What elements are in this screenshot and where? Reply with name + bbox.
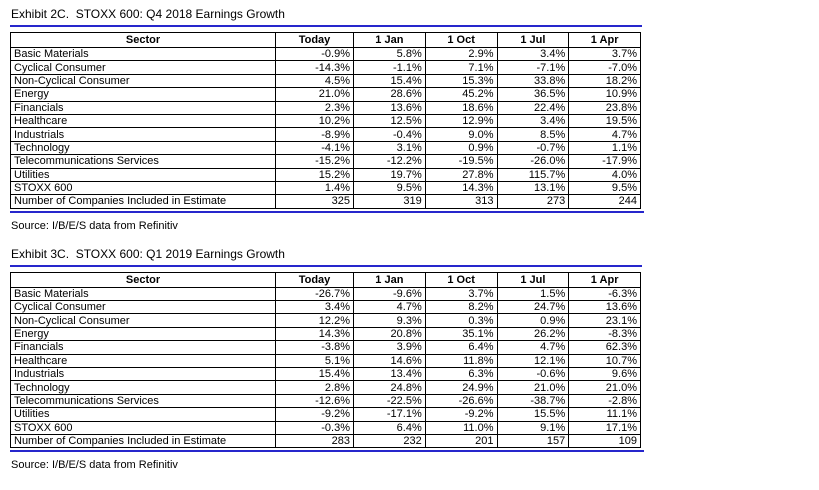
sector-name: Utilities — [11, 168, 276, 181]
value-cell: 0.3% — [425, 314, 497, 327]
table-row — [11, 48, 641, 61]
value-cell: 4.5% — [276, 74, 354, 87]
sector-name: Cyclical Consumer — [11, 301, 276, 314]
value-cell: 13.6% — [354, 101, 426, 114]
value-cell: -3.8% — [276, 341, 354, 354]
value-cell: -9.2% — [425, 408, 497, 421]
value-cell: 10.9% — [569, 88, 641, 101]
value-cell: 0.9% — [497, 314, 569, 327]
value-cell: 24.7% — [497, 301, 569, 314]
table-row — [11, 381, 641, 394]
value-cell: 14.6% — [354, 354, 426, 367]
table-row — [11, 141, 641, 154]
value-cell: 4.7% — [497, 341, 569, 354]
value-cell: -0.7% — [497, 141, 569, 154]
value-cell: 24.9% — [425, 381, 497, 394]
sector-name: Energy — [11, 327, 276, 340]
value-cell: 9.0% — [425, 128, 497, 141]
table-row — [11, 74, 641, 87]
value-cell: 11.0% — [425, 421, 497, 434]
column-header: Today — [276, 33, 354, 48]
value-cell: 5.8% — [354, 48, 426, 61]
value-cell: 17.1% — [569, 421, 641, 434]
table-row — [11, 301, 641, 314]
value-cell: 28.6% — [354, 88, 426, 101]
value-cell: 3.4% — [497, 48, 569, 61]
sector-name: Energy — [11, 88, 276, 101]
value-cell: -9.6% — [354, 287, 426, 300]
sector-name: Technology — [11, 381, 276, 394]
column-header: 1 Jan — [354, 33, 426, 48]
value-cell: 20.8% — [354, 327, 426, 340]
table-row — [11, 114, 641, 127]
table-bottom-rule — [10, 211, 644, 213]
table-row — [11, 341, 641, 354]
value-cell: 23.1% — [569, 314, 641, 327]
value-cell: 2.8% — [276, 381, 354, 394]
value-cell: 8.5% — [497, 128, 569, 141]
value-cell: -0.4% — [354, 128, 426, 141]
column-header: 1 Jul — [497, 33, 569, 48]
value-cell: 4.7% — [354, 301, 426, 314]
value-cell: 2.3% — [276, 101, 354, 114]
value-cell: 15.4% — [276, 368, 354, 381]
value-cell: 15.5% — [497, 408, 569, 421]
value-cell: -2.8% — [569, 394, 641, 407]
source-note: Source: I/B/E/S data from Refinitiv — [11, 219, 178, 232]
value-cell: 5.1% — [276, 354, 354, 367]
value-cell: 12.2% — [276, 314, 354, 327]
value-cell: -0.3% — [276, 421, 354, 434]
value-cell: 9.3% — [354, 314, 426, 327]
value-cell: 18.6% — [425, 101, 497, 114]
exhibit-2c-block — [10, 6, 642, 232]
sector-name: Technology — [11, 141, 276, 154]
column-header: 1 Apr — [569, 272, 641, 287]
table-bottom-rule — [10, 450, 644, 452]
table-row — [11, 314, 641, 327]
sector-name: Telecommunications Services — [11, 394, 276, 407]
table-row — [11, 354, 641, 367]
value-cell: 1.5% — [497, 287, 569, 300]
value-cell: 3.7% — [569, 48, 641, 61]
value-cell: -19.5% — [425, 155, 497, 168]
value-cell: 27.8% — [425, 168, 497, 181]
value-cell: 283 — [276, 434, 354, 447]
value-cell: 33.8% — [497, 74, 569, 87]
value-cell: 24.8% — [354, 381, 426, 394]
value-cell: -17.9% — [569, 155, 641, 168]
column-header: Today — [276, 272, 354, 287]
sector-name: Industrials — [11, 368, 276, 381]
value-cell: 11.1% — [569, 408, 641, 421]
earnings-table-q4-2018 — [10, 32, 641, 209]
value-cell: -12.6% — [276, 394, 354, 407]
value-cell: 21.0% — [497, 381, 569, 394]
sector-name: Basic Materials — [11, 287, 276, 300]
value-cell: 23.8% — [569, 101, 641, 114]
value-cell: 21.0% — [276, 88, 354, 101]
value-cell: 12.9% — [425, 114, 497, 127]
value-cell: -8.9% — [276, 128, 354, 141]
value-cell: 21.0% — [569, 381, 641, 394]
sector-name: Non-Cyclical Consumer — [11, 74, 276, 87]
exhibit-2c-title: Exhibit 2C. STOXX 600: Q4 2018 Earnings Growth — [10, 6, 642, 27]
value-cell: 201 — [425, 434, 497, 447]
value-cell: 13.6% — [569, 301, 641, 314]
value-cell: 7.1% — [425, 61, 497, 74]
value-cell: 3.4% — [276, 301, 354, 314]
value-cell: 9.5% — [354, 181, 426, 194]
column-header: 1 Jan — [354, 272, 426, 287]
value-cell: 109 — [569, 434, 641, 447]
value-cell: 15.2% — [276, 168, 354, 181]
value-cell: -15.2% — [276, 155, 354, 168]
value-cell: 19.5% — [569, 114, 641, 127]
value-cell: 9.5% — [569, 181, 641, 194]
sector-name: Telecommunications Services — [11, 155, 276, 168]
value-cell: 15.4% — [354, 74, 426, 87]
column-header: Sector — [11, 272, 276, 287]
value-cell: 6.4% — [425, 341, 497, 354]
column-header: 1 Jul — [497, 272, 569, 287]
value-cell: -22.5% — [354, 394, 426, 407]
value-cell: -9.2% — [276, 408, 354, 421]
value-cell: -26.7% — [276, 287, 354, 300]
table-row — [11, 287, 641, 300]
table-row — [11, 434, 641, 447]
value-cell: -0.9% — [276, 48, 354, 61]
value-cell: 3.7% — [425, 287, 497, 300]
value-cell: 157 — [497, 434, 569, 447]
value-cell: 14.3% — [425, 181, 497, 194]
sector-name: Basic Materials — [11, 48, 276, 61]
table-row — [11, 181, 641, 194]
sector-name: STOXX 600 — [11, 421, 276, 434]
value-cell: 115.7% — [497, 168, 569, 181]
value-cell: -38.7% — [497, 394, 569, 407]
value-cell: 1.4% — [276, 181, 354, 194]
sector-name: Non-Cyclical Consumer — [11, 314, 276, 327]
value-cell: 12.5% — [354, 114, 426, 127]
table-row — [11, 101, 641, 114]
table-row — [11, 128, 641, 141]
value-cell: 35.1% — [425, 327, 497, 340]
table-row — [11, 408, 641, 421]
value-cell: -1.1% — [354, 61, 426, 74]
value-cell: 36.5% — [497, 88, 569, 101]
value-cell: 3.1% — [354, 141, 426, 154]
value-cell: 232 — [354, 434, 426, 447]
value-cell: 18.2% — [569, 74, 641, 87]
value-cell: -26.6% — [425, 394, 497, 407]
value-cell: -12.2% — [354, 155, 426, 168]
value-cell: 9.1% — [497, 421, 569, 434]
value-cell: 1.1% — [569, 141, 641, 154]
value-cell: 10.7% — [569, 354, 641, 367]
column-header: 1 Oct — [425, 272, 497, 287]
value-cell: 4.0% — [569, 168, 641, 181]
value-cell: 11.8% — [425, 354, 497, 367]
value-cell: 62.3% — [569, 341, 641, 354]
exhibit-3c-title: Exhibit 3C. STOXX 600: Q1 2019 Earnings Growth — [10, 246, 642, 267]
value-cell: 6.4% — [354, 421, 426, 434]
value-cell: 9.6% — [569, 368, 641, 381]
value-cell: -0.6% — [497, 368, 569, 381]
header-row — [11, 33, 641, 48]
sector-name: Financials — [11, 341, 276, 354]
value-cell: 14.3% — [276, 327, 354, 340]
sector-name: Healthcare — [11, 114, 276, 127]
value-cell: -14.3% — [276, 61, 354, 74]
value-cell: -17.1% — [354, 408, 426, 421]
sector-name: Utilities — [11, 408, 276, 421]
sector-name: Financials — [11, 101, 276, 114]
column-header: Sector — [11, 33, 276, 48]
earnings-table-q1-2019 — [10, 272, 641, 449]
value-cell: 45.2% — [425, 88, 497, 101]
value-cell: -7.1% — [497, 61, 569, 74]
value-cell: 13.1% — [497, 181, 569, 194]
sector-name: Cyclical Consumer — [11, 61, 276, 74]
value-cell: -4.1% — [276, 141, 354, 154]
value-cell: 12.1% — [497, 354, 569, 367]
value-cell: 13.4% — [354, 368, 426, 381]
value-cell: 4.7% — [569, 128, 641, 141]
table-row — [11, 155, 641, 168]
table-row — [11, 394, 641, 407]
table-row — [11, 368, 641, 381]
table-row — [11, 61, 641, 74]
table-row — [11, 88, 641, 101]
value-cell: 8.2% — [425, 301, 497, 314]
value-cell: 22.4% — [497, 101, 569, 114]
value-cell: -26.0% — [497, 155, 569, 168]
table-row — [11, 327, 641, 340]
sector-name: Healthcare — [11, 354, 276, 367]
value-cell: 244 — [569, 195, 641, 208]
value-cell: 325 — [276, 195, 354, 208]
sector-name: STOXX 600 — [11, 181, 276, 194]
table-row — [11, 168, 641, 181]
value-cell: 15.3% — [425, 74, 497, 87]
value-cell: -8.3% — [569, 327, 641, 340]
table-row — [11, 195, 641, 208]
sector-name: Industrials — [11, 128, 276, 141]
value-cell: -6.3% — [569, 287, 641, 300]
sector-name: Number of Companies Included in Estimate — [11, 195, 276, 208]
value-cell: 319 — [354, 195, 426, 208]
column-header: 1 Oct — [425, 33, 497, 48]
exhibit-3c-block — [10, 246, 642, 472]
header-row — [11, 272, 641, 287]
value-cell: 2.9% — [425, 48, 497, 61]
table-row — [11, 421, 641, 434]
column-header: 1 Apr — [569, 33, 641, 48]
source-note: Source: I/B/E/S data from Refinitiv — [11, 459, 178, 472]
value-cell: 0.9% — [425, 141, 497, 154]
value-cell: 26.2% — [497, 327, 569, 340]
value-cell: -7.0% — [569, 61, 641, 74]
value-cell: 6.3% — [425, 368, 497, 381]
value-cell: 3.4% — [497, 114, 569, 127]
value-cell: 313 — [425, 195, 497, 208]
value-cell: 19.7% — [354, 168, 426, 181]
value-cell: 10.2% — [276, 114, 354, 127]
value-cell: 3.9% — [354, 341, 426, 354]
value-cell: 273 — [497, 195, 569, 208]
sector-name: Number of Companies Included in Estimate — [11, 434, 276, 447]
